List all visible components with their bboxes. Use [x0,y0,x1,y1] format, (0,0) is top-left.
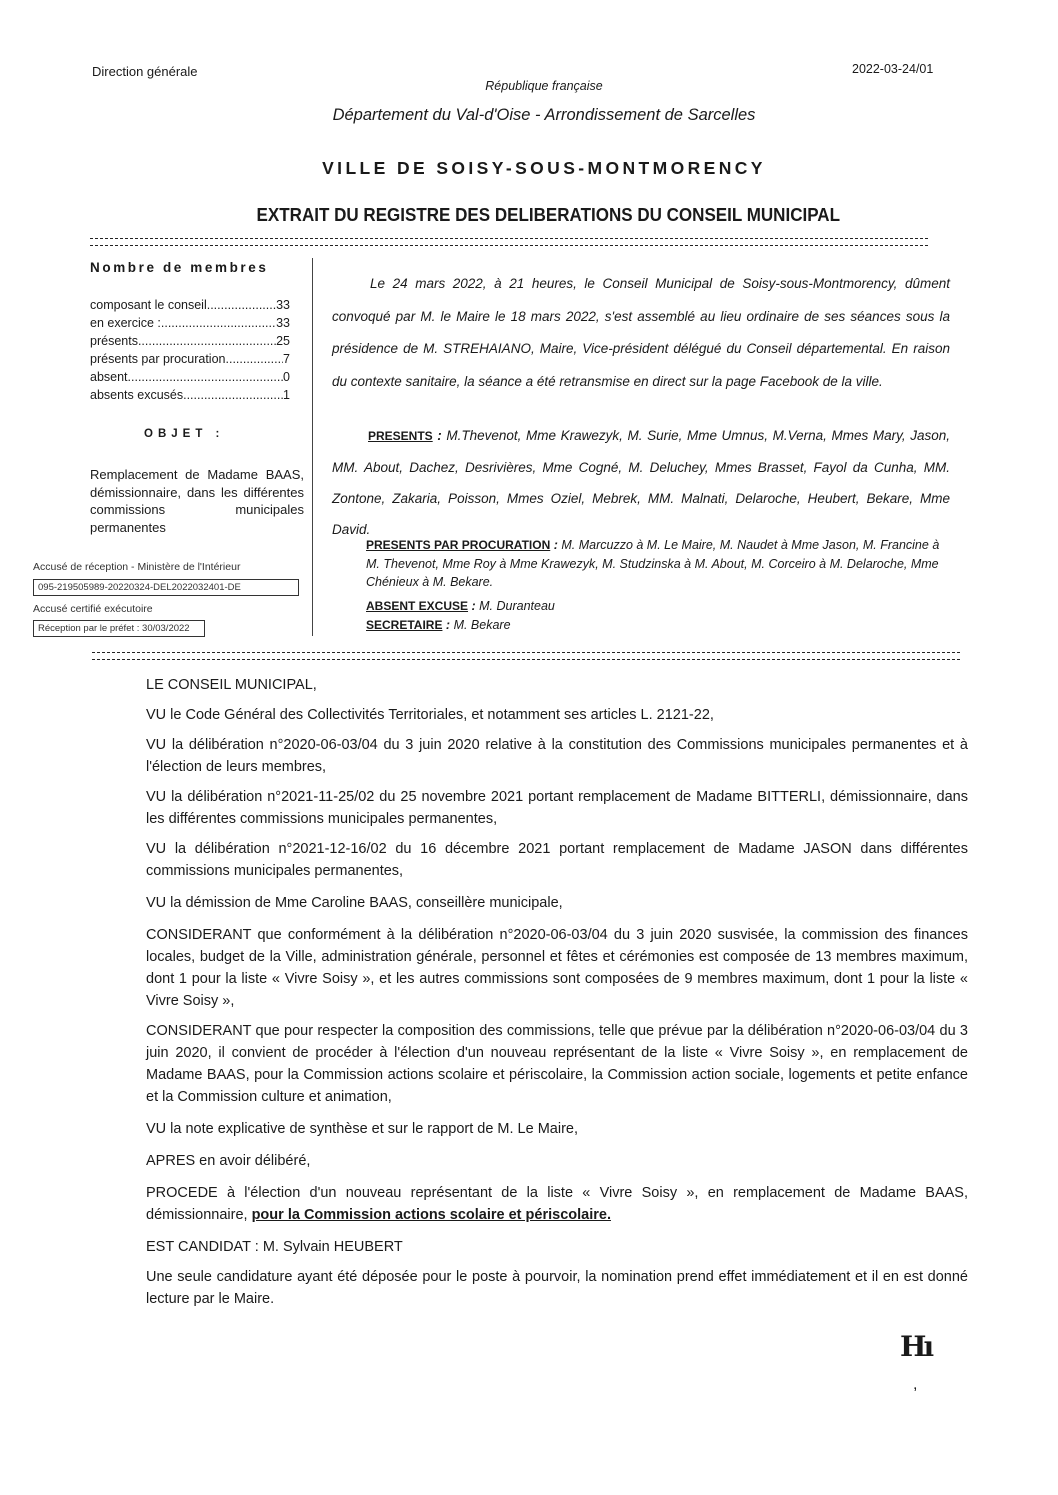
city-title: VILLE DE SOISY-SOUS-MONTMORENCY [322,158,766,178]
member-count-label: présents par procuration [90,352,226,366]
objet-text: Remplacement de Madame BAAS, démissionnaire, dans les différentes commissions municipales permanentes [90,467,304,535]
secretary-line: SECRETAIRE : M. Bekare [366,618,511,632]
proxy-list: M. Marcuzzo à M. Le Maire, M. Naudet à Mme Jason, M. Francine à M. Thevenot, Mme Roy à Mme Krawezyk, M. Studzinska à M. About, M. Corceiro à M. Delaroche, Mme Chénieux à M. Bekare. [366,538,940,589]
member-count-label: absent [90,370,128,384]
candidate-line: EST CANDIDAT : M. Sylvain HEUBERT [146,1239,403,1255]
body-paragraph: CONSIDERANT que conformément à la délibération n°2020-06-03/04 du 3 juin 2020 susvisée, la commission des finances locales, budget de la Ville, administration générale, personnel et fêtes et cérémonies est composée de 13 membres maximum, dont 1 pour la liste « Vivre Soisy », et les autres commissions sont composées de 9 membres maximum, dont 1 pour la liste « Vivre Soisy », [146,927,968,1009]
body-paragraph [146,1182,968,1226]
member-count-row [90,388,290,403]
objet-label: OBJET : [144,428,225,440]
member-count-value: 33 [276,316,290,330]
body-paragraph: VU la démission de Mme Caroline BAAS, conseillère municipale, [146,895,563,911]
body-paragraph: Une seule candidature ayant été déposée pour le poste à pourvoir, la nomination prend effet immédiatement et il en est donné lecture par le Maire. [146,1269,968,1307]
extract-title: EXTRAIT DU REGISTRE DES DELIBERATIONS DU CONSEIL MUNICIPAL [256,204,841,225]
procede-text: PROCEDE à l'élection d'un nouveau représentant de la liste « Vivre Soisy », en remplacement de Madame BAAS, démissionnaire, [146,1185,968,1223]
prefect-receipt-box: Réception par le préfet : 30/03/2022 [33,620,205,637]
member-count-row [90,334,290,349]
body-paragraph: VU la délibération n°2021-11-25/02 du 25 novembre 2021 portant remplacement de Madame BITTERLI, démissionnaire, dans les différentes commissions municipales permanentes, [146,789,968,827]
receipt-label: Accusé de réception - Ministère de l'Intérieur [33,561,241,573]
member-count-value: 1 [283,388,290,402]
secretary-name: M. Bekare [453,618,511,632]
member-count-value: 33 [276,298,290,312]
member-count-label: composant le conseil [90,298,207,312]
absent-line: ABSENT EXCUSE : M. Duranteau [366,599,555,613]
body-paragraph: APRES en avoir délibéré, [146,1153,311,1169]
proxy-paragraph: PRESENTS PAR PROCURATION : M. Marcuzzo à M. Le Maire, M. Naudet à Mme Jason, M. Francine à M. Thevenot, Mme Roy à Mme Krawezyk, M. Studzinska à M. About, M. Corceiro à M. Delaroche, Mme Chénieux à M. Bekare. [366,538,940,589]
middle-divider [92,652,960,660]
council-heading: LE CONSEIL MUNICIPAL, [146,677,317,693]
session-intro: Le 24 mars 2022, à 21 heures, le Conseil Municipal de Soisy-sous-Montmorency, dûment convoqué par M. le Maire le 18 mars 2022, s'est assemblé au lieu ordinaire de ses séances sous la présidence de M. STREHAIANO, Maire, Vice-président délégué du Conseil départemental. En raison du contexte sanitaire, la séance a été retransmise en direct sur la page Facebook de la ville. [332,276,950,389]
deliberation-reference: 2022-03-24/01 [852,62,934,76]
member-count-value: 7 [283,352,290,366]
body-paragraph: VU le Code Général des Collectivités Territoriales, et notamment ses articles L. 2121-22, [146,707,714,723]
signature-mark: , [913,1376,918,1393]
body-paragraph: VU la note explicative de synthèse et sur le rapport de M. Le Maire, [146,1121,578,1137]
commission-emphasis: pour la Commission actions scolaire et périscolaire. [251,1207,611,1223]
initials-signature: Hı [900,1330,932,1363]
secretary-label: SECRETAIRE [366,618,443,632]
absent-name: M. Duranteau [479,599,555,613]
body-paragraph: CONSIDERANT que pour respecter la composition des commissions, telle que prévue par la délibération n°2020-06-03/04 du 3 juin 2020, il convient de procéder à l'élection d'un nouveau représentant de la liste « Vivre Soisy », en remplacement de Madame BAAS, pour la Commission actions scolaire et périscolaire, la Commission action sociale, logements et petite enfance et la Commission culture et animation, [146,1023,968,1105]
certified-label: Accusé certifié exécutoire [33,603,153,615]
receipt-id-box: 095-219505989-20220324-DEL2022032401-DE [33,579,299,596]
presents-list: M.Thevenot, Mme Krawezyk, M. Surie, Mme Umnus, M.Verna, Mmes Mary, Jason, MM. About, Dachez, Desrivières, Mme Cogné, M. Deluchey, Mmes Brasset, Fayol da Cunha, MM. Zontone, Zakaria, Poisson, Mmes Oziel, Mebrek, MM. Malnati, Delaroche, Heubert, Bekare, Mme David. [332,428,951,537]
member-count-value: 25 [276,334,290,348]
member-count-label: absents excusés [90,388,184,402]
presents-label: PRESENTS [368,429,433,443]
republic-label: République française [485,79,603,93]
members-title: Nombre de membres [90,260,269,275]
member-count-label: présents [90,334,138,348]
proxy-label: PRESENTS PAR PROCURATION [366,538,551,552]
absent-label: ABSENT EXCUSE [366,599,469,613]
department-label: Département du Val-d'Oise - Arrondissement de Sarcelles [332,106,756,124]
member-count-row [90,352,290,367]
column-divider [312,258,313,636]
top-divider [90,238,928,246]
member-count-row [90,298,290,313]
member-count-row [90,370,290,385]
member-count-row [90,316,290,331]
member-count-label: en exercice : [90,316,161,330]
member-count-value: 0 [283,370,290,384]
presents-paragraph: PRESENTS : M.Thevenot, Mme Krawezyk, M. Surie, Mme Umnus, M.Verna, Mmes Mary, Jason, MM. About, Dachez, Desrivières, Mme Cogné, M. Deluchey, Mmes Brasset, Fayol da Cunha, MM. Zontone, Zakaria, Poisson, Mmes Oziel, Mebrek, MM. Malnati, Delaroche, Heubert, Bekare, Mme David. [332,428,951,537]
direction-label: Direction générale [92,64,198,79]
body-paragraph: VU la délibération n°2021-12-16/02 du 16 décembre 2021 portant remplacement de Madame JASON dans différentes commissions municipales permanentes, [146,841,968,879]
body-paragraph: VU la délibération n°2020-06-03/04 du 3 juin 2020 relative à la constitution des Commissions municipales permanentes et à l'élection de leurs membres, [146,737,968,775]
